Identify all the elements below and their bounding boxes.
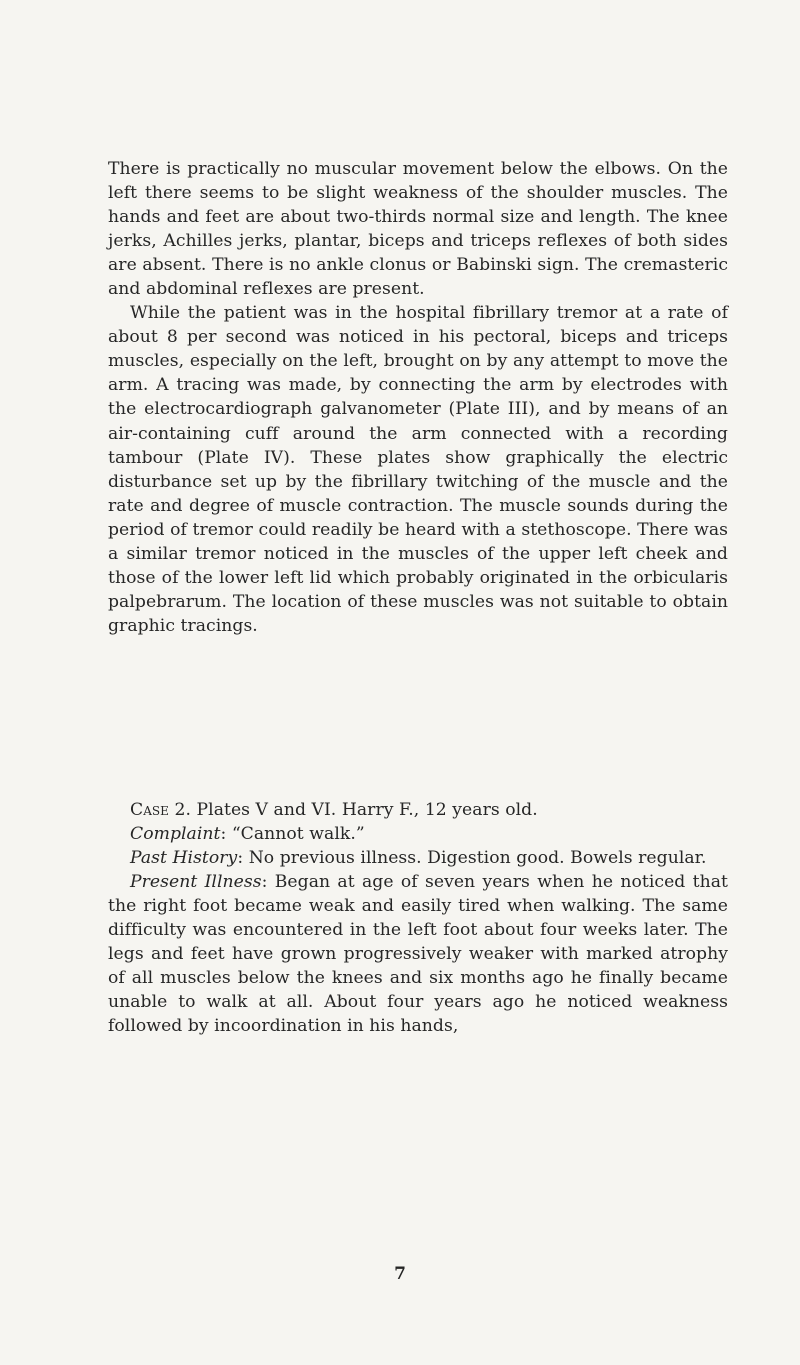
complaint-heading: Complaint bbox=[130, 824, 221, 845]
present-illness-text: Began at age of seven years when he noticed that the right foot became weak and easily tired when walking. The same difficulty was encountered in the left foot about four weeks later. The legs and feet have grown progressively weaker with marked atrophy of all muscles below the knees and six months ago he finally became unable to walk at all. About four years ago he noticed weakness followed by incoordination in his hands, bbox=[108, 872, 728, 1037]
present-illness-heading: Present Illness bbox=[130, 872, 262, 893]
past-history-paragraph bbox=[108, 846, 728, 870]
case-label: Case 2. bbox=[130, 800, 192, 820]
case-text: Plates V and VI. Harry F., 12 years old. bbox=[196, 800, 538, 820]
page-number: 7 bbox=[394, 1264, 406, 1284]
continued-text-block bbox=[108, 157, 728, 638]
past-history-text: No previous illness. Digestion good. Bowels regular. bbox=[248, 848, 707, 869]
past-history-heading: Past History bbox=[130, 848, 238, 869]
complaint-paragraph bbox=[108, 822, 728, 846]
heading-colon: : bbox=[261, 872, 268, 893]
paragraph-reflexes: There is practically no muscular movement below the elbows. On the left there seems to be slight weakness of the shoulder muscles. The hands and feet are about two-thirds normal size and length. The knee jerks, Achilles jerks, plantar, biceps and triceps reflexes of both sides are absent. There is no ankle clonus or Babinski sign. The cremasteric and abdominal reflexes are present. bbox=[108, 159, 728, 300]
case-heading bbox=[108, 798, 728, 822]
complaint-text: “Cannot walk.” bbox=[231, 824, 365, 845]
paragraph-tremor: While the patient was in the hospital fibrillary tremor at a rate of about 8 per second was noticed in his pectoral, biceps and triceps muscles, especially on the left, brought on by any attempt to move the arm. A tracing was made, by connecting the arm by electrodes with the electrocardiograph galvanometer (Plate III), and by means of an air-containing cuff around the arm connected with a recording tambour (Plate IV). These plates show graphically the electric disturbance set up by the fibrillary twitching of the muscle and the rate and degree of muscle contraction. The muscle sounds during the period of tremor could readily be heard with a stethoscope. There was a similar tremor noticed in the muscles of the upper left cheek and those of the lower left lid which probably originated in the orbicularis palpebrarum. The location of these muscles was not suitable to obtain graphic tracings. bbox=[108, 303, 728, 636]
heading-colon: : bbox=[220, 824, 227, 845]
heading-colon: : bbox=[237, 848, 244, 869]
present-illness-paragraph bbox=[108, 870, 728, 1038]
case-2-block bbox=[108, 798, 728, 1038]
